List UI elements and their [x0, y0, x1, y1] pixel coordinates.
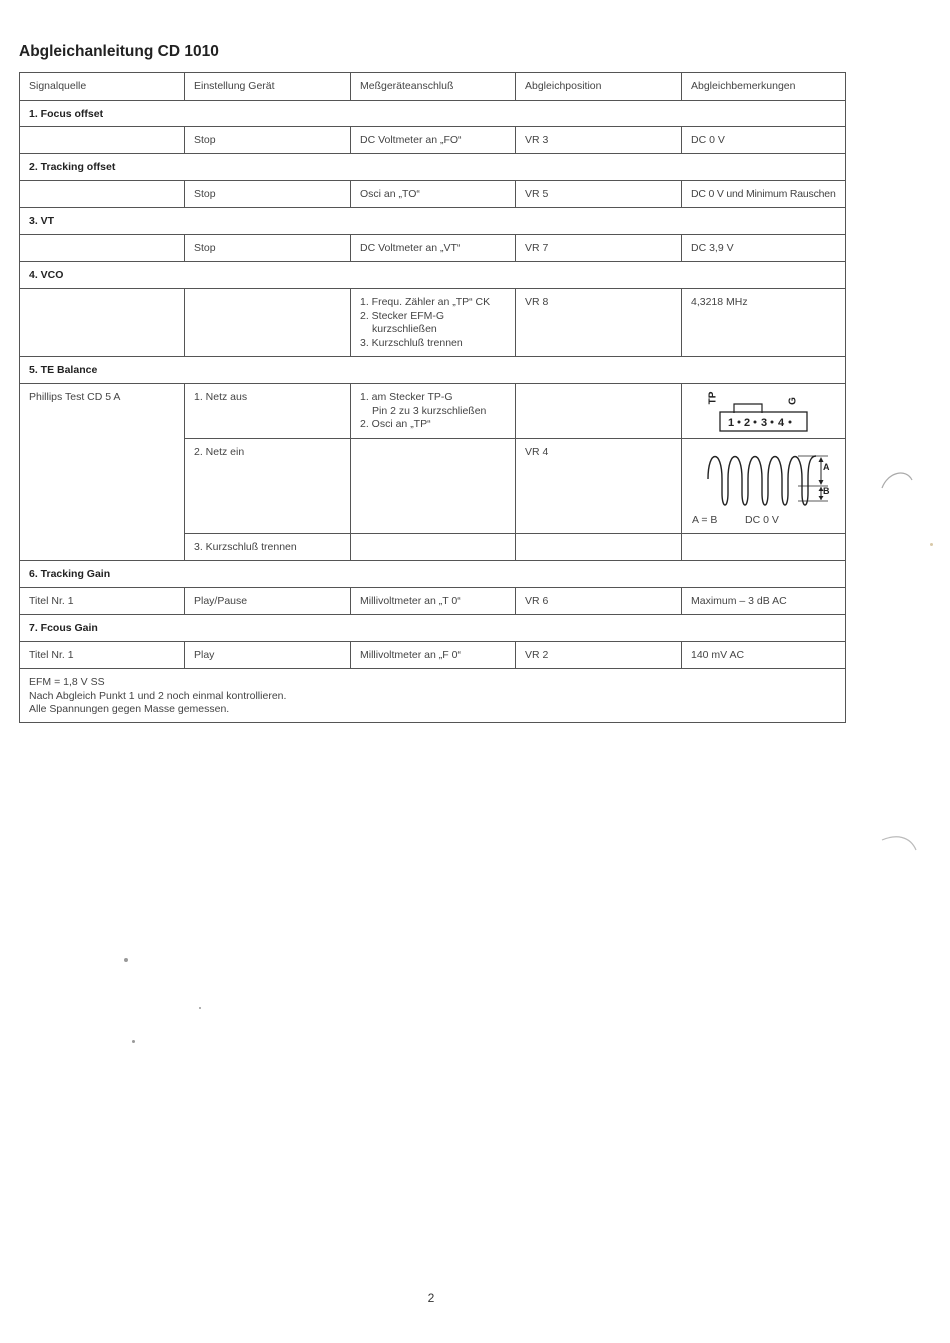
remark-dc: DC 0 V: [745, 514, 779, 526]
cell-position: VR 4: [516, 439, 682, 534]
pin-label: 1: [727, 417, 735, 429]
section-te-balance: 5. TE Balance: [20, 357, 846, 384]
cell-remarks: DC 0 V: [682, 127, 846, 154]
scan-artifact-mark: [880, 830, 930, 860]
table-row: [20, 384, 846, 439]
connection-step: 3. Kurzschluß trennen: [360, 336, 463, 349]
cell-signal: [20, 127, 185, 154]
alignment-table: [19, 72, 846, 723]
cell-connection: [351, 439, 516, 534]
scan-speck: [132, 1040, 135, 1043]
scan-speck: [930, 543, 933, 546]
cell-setting: 1. Netz aus: [185, 384, 351, 439]
cell-setting: Play: [185, 642, 351, 669]
header-position: Abgleichposition: [516, 73, 682, 101]
waveform-diagram: [682, 439, 842, 533]
cell-setting: 3. Kurzschluß trennen: [185, 534, 351, 561]
label-g: G: [787, 397, 799, 405]
cell-connection: [351, 384, 516, 439]
scan-speck: [124, 958, 128, 962]
cell-connection: [351, 289, 516, 357]
label-a: A: [823, 462, 830, 472]
cell-connection: DC Voltmeter an „FO“: [351, 127, 516, 154]
pin-dot: [771, 421, 774, 424]
section-heading-row: [20, 561, 846, 588]
cell-remarks: DC 0 V und Minimum Rauschen: [682, 181, 846, 208]
table-row: [20, 127, 846, 154]
table-header-row: [20, 73, 846, 101]
section-vco: 4. VCO: [20, 262, 846, 289]
cell-remarks: [682, 384, 846, 439]
cell-connection: [351, 534, 516, 561]
table-row: [20, 235, 846, 262]
header-bemerkungen: Abgleichbemerkungen: [682, 73, 846, 101]
cell-remarks: Maximum – 3 dB AC: [682, 588, 846, 615]
cell-position: VR 3: [516, 127, 682, 154]
section-focus-offset: 1. Focus offset: [20, 101, 846, 127]
section-heading-row: [20, 262, 846, 289]
label-b: B: [823, 486, 830, 496]
cell-position: VR 2: [516, 642, 682, 669]
connection-step: 1. am Stecker TP-G: [360, 391, 453, 403]
cell-remarks: 140 mV AC: [682, 642, 846, 669]
waveform-trace: [708, 456, 816, 505]
table-row: [20, 181, 846, 208]
connection-step: 1. Frequ. Zähler an „TP“ CK: [360, 296, 491, 308]
pin-label: 4: [777, 417, 785, 429]
arrow-down-icon: [819, 480, 824, 485]
connection-step: 2. Osci an „TP“: [360, 418, 431, 430]
header-anschluss: Meßgeräteanschluß: [351, 73, 516, 101]
cell-signal: [20, 235, 185, 262]
section-focus-gain: 7. Fcous Gain: [20, 615, 846, 642]
label-tp: TP: [707, 391, 719, 405]
page-title: Abgleichanleitung CD 1010: [19, 43, 219, 60]
cell-signal: Phillips Test CD 5 A: [20, 384, 185, 561]
cell-connection: DC Voltmeter an „VT“: [351, 235, 516, 262]
cell-remarks: [682, 534, 846, 561]
connection-step: kurzschließen: [372, 323, 437, 335]
cell-position: VR 5: [516, 181, 682, 208]
pin-dot: [789, 421, 792, 424]
cell-signal: Titel Nr. 1: [20, 588, 185, 615]
remark-a-equals-b: A = B: [692, 514, 718, 526]
cell-signal: [20, 181, 185, 208]
table-row: [20, 642, 846, 669]
cell-setting: Stop: [185, 127, 351, 154]
table-row: [20, 289, 846, 357]
cell-signal: Titel Nr. 1: [20, 642, 185, 669]
note-line: EFM = 1,8 V SS: [29, 676, 105, 688]
connection-step: Pin 2 zu 3 kurzschließen: [372, 404, 487, 417]
cell-remarks: DC 3,9 V: [682, 235, 846, 262]
scan-speck: [199, 1007, 201, 1009]
note-line: Nach Abgleich Punkt 1 und 2 noch einmal kontrollieren.: [29, 689, 287, 702]
header-einstellung: Einstellung Gerät: [185, 73, 351, 101]
cell-setting: 2. Netz ein: [185, 439, 351, 534]
cell-remarks: [682, 439, 846, 534]
cell-setting: Stop: [185, 235, 351, 262]
cell-position: [516, 384, 682, 439]
section-tracking-offset: 2. Tracking offset: [20, 154, 846, 181]
pin-dot: [754, 421, 757, 424]
page-number: 2: [427, 1291, 435, 1305]
note-line: Alle Spannungen gegen Masse gemessen.: [29, 703, 230, 715]
cell-setting: [185, 289, 351, 357]
cell-setting: Play/Pause: [185, 588, 351, 615]
notes-cell: [20, 669, 846, 723]
section-heading-row: [20, 208, 846, 235]
section-tracking-gain: 6. Tracking Gain: [20, 561, 846, 588]
section-vt: 3. VT: [20, 208, 846, 235]
section-heading-row: [20, 154, 846, 181]
connection-step: 2. Stecker EFM-G: [360, 309, 445, 322]
section-heading-row: [20, 357, 846, 384]
cell-connection: Millivoltmeter an „T 0“: [351, 588, 516, 615]
scan-artifact-mark: [878, 466, 918, 496]
cell-position: VR 6: [516, 588, 682, 615]
cell-signal: [20, 289, 185, 357]
cell-position: [516, 534, 682, 561]
section-heading-row: [20, 615, 846, 642]
cell-connection: Osci an „TO“: [351, 181, 516, 208]
cell-remarks: 4,3218 MHz: [682, 289, 846, 357]
table-row: [20, 588, 846, 615]
pin-label: 2: [743, 417, 751, 429]
connector-pins-diagram: [682, 384, 842, 436]
header-signalquelle: Signalquelle: [20, 73, 185, 101]
pin-dot: [738, 421, 741, 424]
notes-row: [20, 669, 846, 723]
arrow-down-icon: [819, 496, 824, 500]
cell-position: VR 7: [516, 235, 682, 262]
cell-connection: Millivoltmeter an „F 0“: [351, 642, 516, 669]
pin-label: 3: [760, 417, 768, 429]
cell-setting: Stop: [185, 181, 351, 208]
cell-position: VR 8: [516, 289, 682, 357]
section-heading-row: [20, 101, 846, 127]
